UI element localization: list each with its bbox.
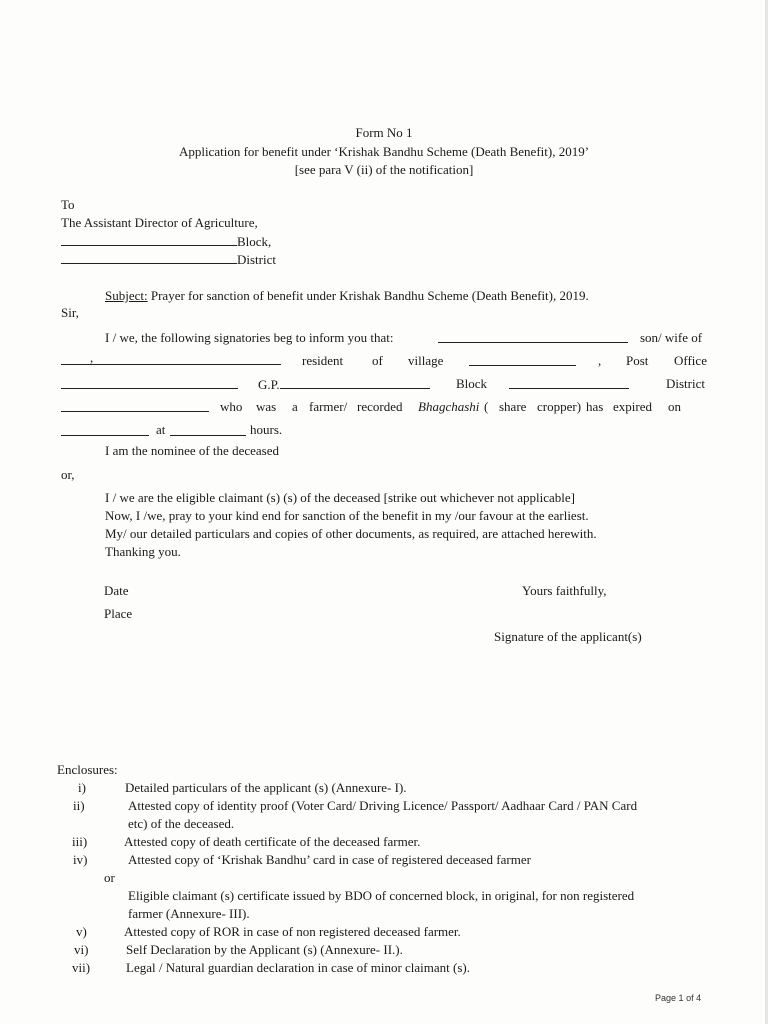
date-blank[interactable] [61,423,149,436]
enclosure-or: or [104,870,115,885]
yours-faithfully: Yours faithfully, [522,583,607,598]
post-office-blank[interactable] [61,376,238,389]
recipient: The Assistant Director of Agriculture, [61,215,258,230]
enclosure-text: Attested copy of death certificate of the deceased farmer. [124,834,421,849]
farmer-word: farmer/ [309,399,348,414]
applicant-name-blank[interactable] [438,330,628,343]
page-of: of [686,993,694,1003]
page-label: Page [655,993,677,1003]
son-wife-of: son/ wife of [640,330,703,345]
has-word: has [586,399,604,414]
enclosure-text: Detailed particulars of the applicant (s) (Annexure- I). [125,780,407,795]
body-line-1-start: I / we, the following signatories beg to inform you that: [105,330,394,345]
hours-word: hours. [250,422,283,437]
enclosure-num: vii) [72,960,91,975]
see-para: [see para V (ii) of the notification] [294,162,474,177]
page-number [655,990,701,1006]
enclosure-text-cont: farmer (Annexure- III). [128,906,250,921]
office-word: Office [674,353,707,368]
bhagchashi-word: Bhagchashi [418,399,480,414]
enclosure-text: Self Declaration by the Applicant (s) (Annexure- II.). [126,942,403,957]
district-line [61,251,276,268]
enclosure-num: iv) [73,852,88,867]
block-name-blank[interactable] [509,376,629,389]
was-word: was [256,399,277,414]
to-label: To [61,197,75,212]
subject-label: Subject: [105,288,148,303]
nominee-statement: I am the nominee of the deceased [105,443,279,458]
enclosure-text: Attested copy of ‘Krishak Bandhu’ card in case of registered deceased farmer [128,852,531,867]
gp-blank[interactable] [280,376,430,389]
date-label: Date [104,583,129,598]
enclosure-text-cont: etc) of the deceased. [128,816,235,831]
line2-comma: , [90,350,94,365]
gp-word: G.P. [258,377,280,392]
post-word: Post [626,353,649,368]
on-word: on [668,399,681,414]
enclosure-text: Attested copy of ROR in case of non registered deceased farmer. [124,924,461,939]
subject-text: Prayer for sanction of benefit under Krishak Bandhu Scheme (Death Benefit), 2019. [147,288,589,303]
or-label: or, [61,467,75,482]
block-blank[interactable] [61,233,237,246]
enclosure-text: Legal / Natural guardian declaration in case of minor claimant (s). [126,960,470,975]
enclosure-num: ii) [73,798,85,813]
block-word: Block [456,376,488,391]
block-label: Block, [237,234,272,249]
signature-label: Signature of the applicant(s) [494,629,642,644]
share-word: share [499,399,527,414]
thanking-line: Thanking you. [105,544,181,559]
enclosure-num: iii) [72,834,88,849]
time-blank[interactable] [170,423,246,436]
district-name-blank[interactable] [61,399,209,412]
enclosure-num: vi) [74,942,89,957]
salutation: Sir, [61,305,79,320]
form-number: Form No 1 [355,125,413,140]
enclosure-num: v) [76,924,87,939]
paren-open: ( [484,399,489,414]
page-total: 4 [696,993,702,1003]
expired-word: expired [613,399,652,414]
form-title: Application for benefit under ‘Krishak Bandhu Scheme (Death Benefit), 2019’ [178,144,590,159]
of-word: of [372,353,383,368]
district-blank[interactable] [61,251,237,264]
line2-comma-2: , [598,353,602,368]
enclosure-text: Attested copy of identity proof (Voter Card/ Driving Licence/ Passport/ Aadhaar Card / PAN Card [128,798,638,813]
district-label: District [237,252,276,267]
gp-label [258,376,430,393]
recorded-word: recorded [357,399,403,414]
relation-blank[interactable] [61,352,281,365]
prayer-statement: Now, I /we, pray to your kind end for sanction of the benefit in my /our favour at the earliest. [105,508,589,523]
page-current: 1 [678,993,684,1003]
village-blank[interactable] [469,353,576,366]
village-word: village [408,353,444,368]
resident-word: resident [302,353,344,368]
block-line [61,233,271,250]
subject-line [105,288,589,304]
place-label: Place [104,606,133,621]
district-word: District [666,376,705,391]
claimant-statement: I / we are the eligible claimant (s) (s) of the deceased [strike out whichever not applicable] [105,490,575,505]
enclosure-num: i) [78,780,86,795]
attached-statement: My/ our detailed particulars and copies of other documents, as required, are attached herewith. [105,526,597,541]
at-word: at [156,422,166,437]
a-word: a [292,399,298,414]
enclosures-heading: Enclosures: [57,762,118,777]
who-word: who [220,399,243,414]
cropper-word: cropper) [537,399,582,414]
enclosure-text: Eligible claimant (s) certificate issued by BDO of concerned block, in original, for non registered [128,888,635,903]
